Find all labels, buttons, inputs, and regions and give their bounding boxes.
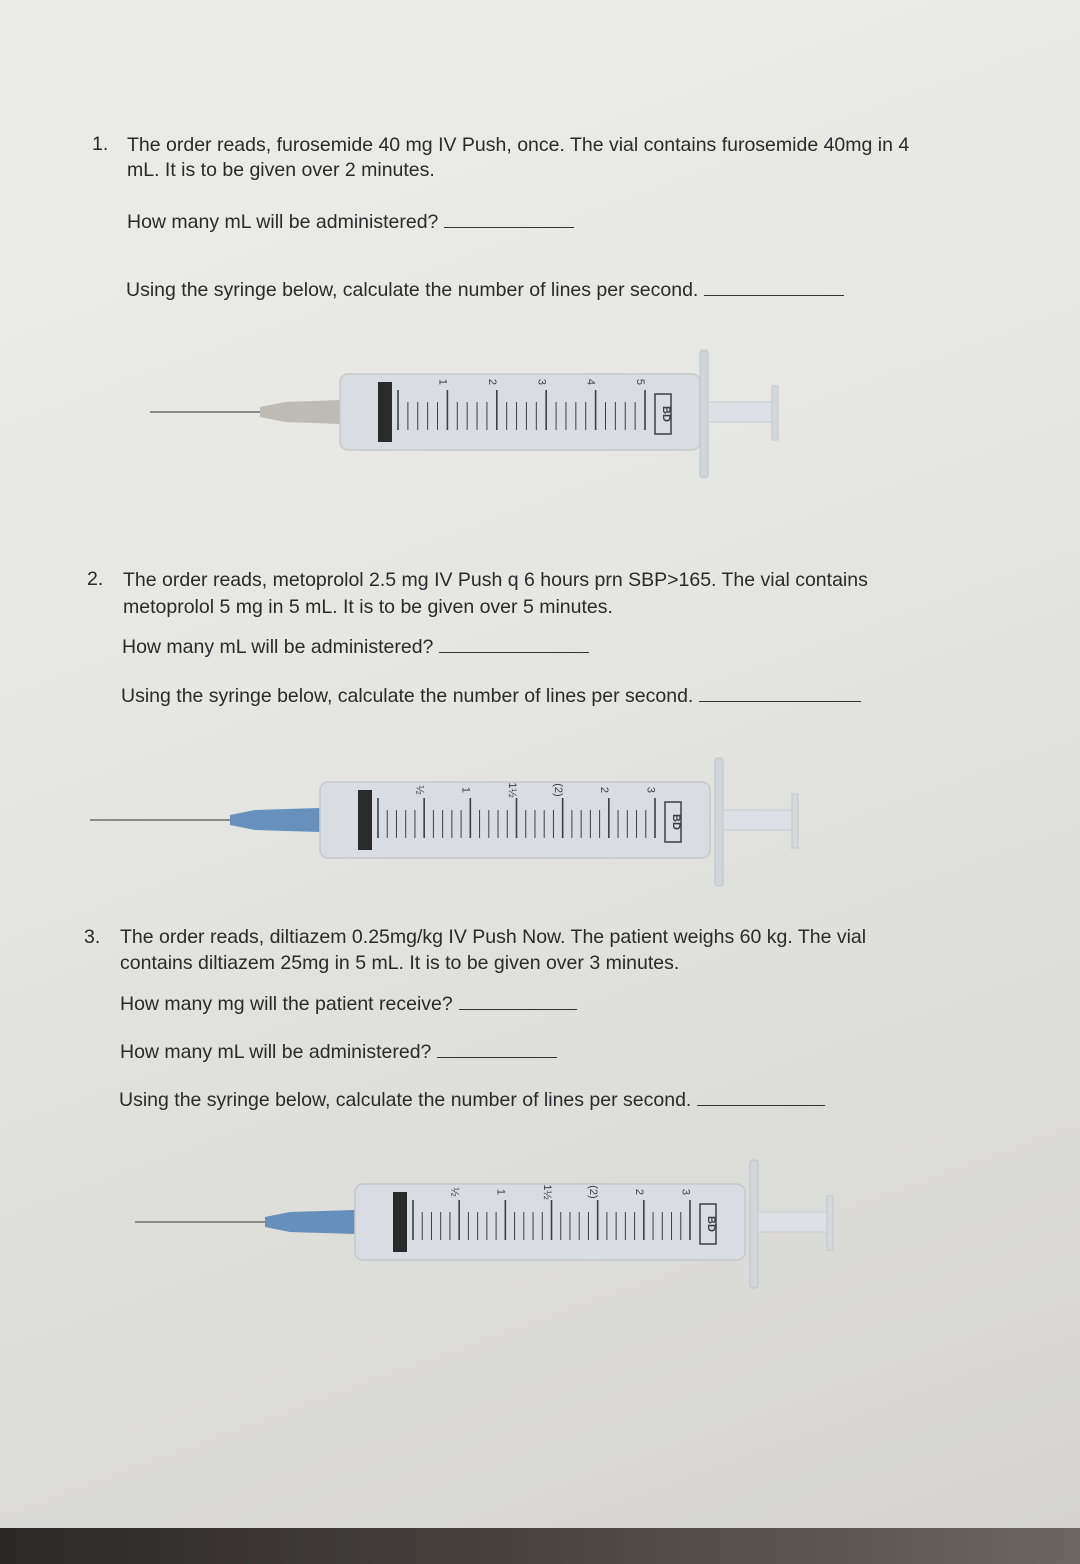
syringe-image (130, 1150, 850, 1300)
plunger-thumb (792, 794, 798, 848)
question-prompt: Using the syringe below, calculate the number of lines per second. (119, 1089, 825, 1112)
graduation-label: (2) (552, 783, 565, 797)
graduation-label: 5 (634, 378, 647, 386)
question-text-line: The order reads, diltiazem 0.25mg/kg IV Push Now. The patient weighs 60 kg. The vial (120, 926, 867, 948)
brand-logo: BD (670, 814, 682, 830)
question-prompt: How many mL will be administered? (127, 211, 574, 234)
brand-logo: BD (705, 1216, 717, 1232)
plunger-thumb (772, 386, 778, 440)
graduation-label: 2 (633, 1188, 646, 1196)
question-text-line: mL. It is to be given over 2 minutes. (127, 159, 435, 181)
graduation-label: 2 (598, 786, 611, 794)
syringe-image (90, 750, 810, 895)
graduation-label: 3 (679, 1188, 692, 1196)
syringe-flange (700, 350, 708, 478)
question-text-line: metoprolol 5 mg in 5 mL. It is to be given over 5 minutes. (123, 596, 613, 618)
question-text-line: The order reads, metoprolol 2.5 mg IV Push q 6 hours prn SBP>165. The vial contains (123, 569, 868, 591)
graduation-label: 1½ (540, 1184, 553, 1200)
plunger-stopper (393, 1192, 407, 1252)
graduation-label: 1½ (505, 782, 518, 798)
brand-logo: BD (660, 406, 672, 422)
graduation-label: 4 (584, 378, 597, 386)
syringe-flange (715, 758, 723, 886)
answer-blank[interactable] (437, 1056, 557, 1058)
graduation-label: 1 (436, 378, 449, 386)
plunger-rod (708, 402, 774, 422)
question-prompt: How many mL will be administered? (122, 636, 589, 659)
graduation-label: 1 (494, 1188, 507, 1196)
needle-hub (230, 808, 320, 832)
graduation-label: ½ (413, 785, 426, 795)
question-prompt: Using the syringe below, calculate the number of lines per second. (126, 279, 844, 302)
graduation-label: 3 (535, 378, 548, 386)
graduation-label: 2 (485, 378, 498, 386)
question-number: 2. (87, 568, 104, 590)
plunger-rod (758, 1212, 829, 1232)
question-text-line: contains diltiazem 25mg in 5 mL. It is to be given over 3 minutes. (120, 952, 680, 974)
answer-blank[interactable] (444, 226, 574, 228)
question-prompt: How many mg will the patient receive? (120, 993, 577, 1016)
question-number: 1. (92, 133, 109, 155)
plunger-rod (723, 810, 794, 830)
answer-blank[interactable] (704, 294, 844, 296)
answer-blank[interactable] (699, 700, 861, 702)
plunger-stopper (358, 790, 372, 850)
question-number: 3. (84, 926, 101, 948)
question-prompt: How many mL will be administered? (120, 1041, 557, 1064)
plunger-stopper (378, 382, 392, 442)
question-prompt: Using the syringe below, calculate the number of lines per second. (121, 685, 861, 708)
plunger-thumb (827, 1196, 833, 1250)
graduation-label: ½ (448, 1187, 461, 1197)
syringe-image (140, 340, 800, 490)
syringe-barrel (340, 374, 700, 450)
answer-blank[interactable] (459, 1008, 577, 1010)
graduation-label: 3 (644, 786, 657, 794)
question-text-line: The order reads, furosemide 40 mg IV Push, once. The vial contains furosemide 40mg in 4 (127, 134, 910, 156)
graduation-label: (2) (587, 1185, 600, 1199)
syringe-flange (750, 1160, 758, 1288)
answer-blank[interactable] (697, 1104, 825, 1106)
needle-hub (260, 400, 340, 424)
answer-blank[interactable] (439, 651, 589, 653)
background-surface (0, 1528, 1080, 1564)
needle-hub (265, 1210, 355, 1234)
graduation-label: 1 (459, 786, 472, 794)
